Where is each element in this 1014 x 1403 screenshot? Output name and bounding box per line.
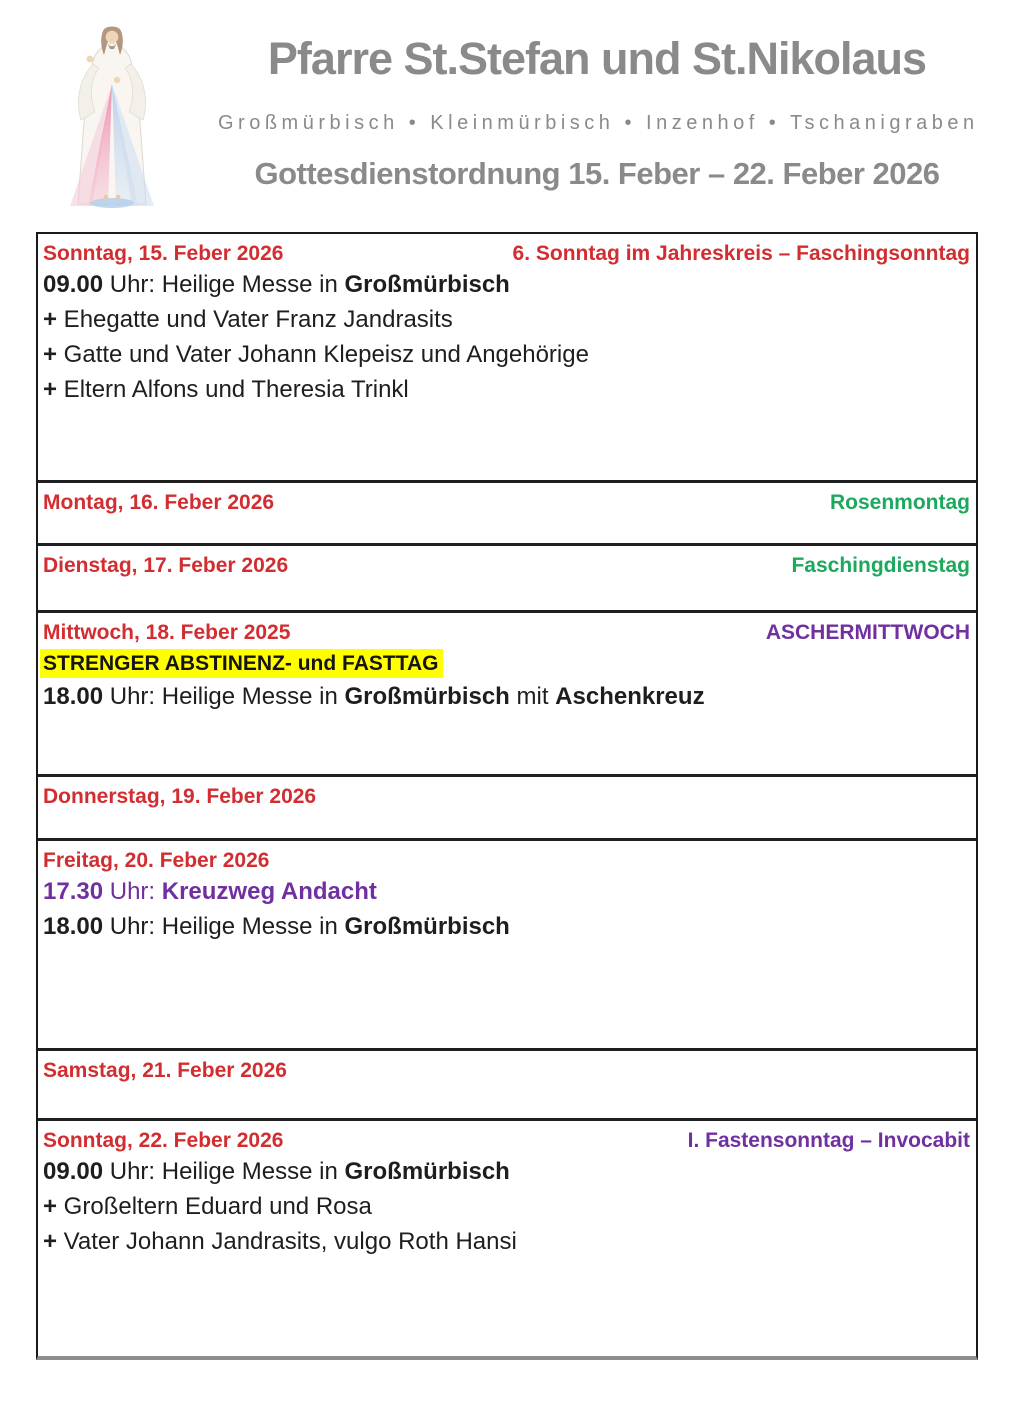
devotion-time: 17.30 (43, 878, 104, 905)
header (0, 0, 1014, 232)
mass-place: Großmürbisch (344, 271, 510, 298)
intention-text: Ehegatte und Vater Franz Jandrasits (57, 306, 453, 333)
devotion-name: Kreuzweg Andacht (161, 878, 377, 905)
day-row-samstag-21 (38, 1048, 976, 1118)
feast-label: 6. Sonntag im Jahreskreis – Faschingsonntag (512, 242, 970, 265)
day-date: Donnerstag, 19. Feber 2026 (43, 785, 317, 808)
row-header (43, 490, 970, 516)
mass-place: Großmürbisch (344, 683, 510, 710)
day-row-mittwoch-18 (38, 610, 976, 774)
day-date: Freitag, 20. Feber 2026 (43, 849, 270, 872)
row-header (43, 784, 970, 810)
cross-symbol: + (43, 341, 58, 368)
mass-place: Großmürbisch (344, 913, 510, 940)
intention-line (43, 1189, 970, 1224)
mass-line (43, 267, 970, 302)
mass-extra: Aschenkreuz (555, 683, 705, 710)
feast-label: I. Fastensonntag – Invocabit (687, 1129, 970, 1152)
row-header (43, 241, 970, 267)
intention-text: Eltern Alfons und Theresia Trinkl (57, 376, 409, 403)
row-header (43, 553, 970, 579)
day-row-dienstag-17 (38, 543, 976, 610)
intention-line (43, 337, 970, 372)
day-row-montag-16 (38, 480, 976, 543)
day-date: Sonntag, 22. Feber 2026 (43, 1129, 284, 1152)
divine-mercy-jesus-icon (62, 22, 162, 212)
fasting-notice: STRENGER ABSTINENZ- und FASTTAG (40, 649, 443, 678)
mass-text: Uhr: Heilige Messe in (103, 1158, 345, 1185)
devotion-text: Uhr: (103, 878, 162, 905)
row-header (43, 1128, 970, 1154)
cross-symbol: + (43, 1228, 58, 1255)
intention-text: Vater Johann Jandrasits, vulgo Roth Hansi (57, 1228, 517, 1255)
intention-text: Großeltern Eduard und Rosa (57, 1193, 372, 1220)
intention-line (43, 1224, 970, 1259)
mass-line (43, 1154, 970, 1189)
day-row-donnerstag-19 (38, 774, 976, 838)
mass-text: Uhr: Heilige Messe in (103, 271, 345, 298)
mass-time: 18.00 (43, 913, 104, 940)
villages-subtitle: Großmürbisch • Kleinmürbisch • Inzenhof • Tschanigraben (218, 111, 979, 134)
day-row-sonntag-22 (38, 1118, 976, 1356)
schedule-table (36, 232, 978, 1360)
day-date: Samstag, 21. Feber 2026 (43, 1059, 287, 1082)
mass-place: Großmürbisch (344, 1158, 510, 1185)
cross-symbol: + (43, 1193, 58, 1220)
mass-time: 09.00 (43, 1158, 104, 1185)
day-row-freitag-20 (38, 838, 976, 1048)
intention-line (43, 302, 970, 337)
row-header (43, 1058, 970, 1084)
cross-symbol: + (43, 306, 58, 333)
mass-time: 18.00 (43, 683, 104, 710)
day-date: Dienstag, 17. Feber 2026 (43, 554, 289, 577)
day-date: Mittwoch, 18. Feber 2025 (43, 621, 291, 644)
day-date: Montag, 16. Feber 2026 (43, 491, 275, 514)
mass-text: mit (509, 683, 556, 710)
row-header (43, 848, 970, 874)
fasting-notice-line (43, 646, 970, 679)
mass-time: 09.00 (43, 271, 104, 298)
mass-line (43, 679, 970, 714)
mass-line (43, 909, 970, 944)
schedule-period-title: Gottesdienstordnung 15. Feber – 22. Feber 2026 (254, 155, 940, 191)
cross-symbol: + (43, 376, 58, 403)
mass-text: Uhr: Heilige Messe in (103, 913, 345, 940)
intention-text: Gatte und Vater Johann Klepeisz und Angehörige (57, 341, 589, 368)
header-text (218, 0, 979, 192)
intention-line (43, 372, 970, 407)
devotion-line (43, 874, 970, 909)
parish-title: Pfarre St.Stefan und St.Nikolaus (267, 33, 927, 84)
feast-label: Rosenmontag (829, 491, 970, 514)
parish-logo (62, 22, 162, 212)
day-row-sonntag-15 (38, 234, 976, 480)
feast-label: ASCHERMITTWOCH (765, 621, 970, 644)
day-date: Sonntag, 15. Feber 2026 (43, 242, 284, 265)
feast-label: Faschingdienstag (791, 554, 970, 577)
mass-text: Uhr: Heilige Messe in (103, 683, 345, 710)
row-header (43, 620, 970, 646)
